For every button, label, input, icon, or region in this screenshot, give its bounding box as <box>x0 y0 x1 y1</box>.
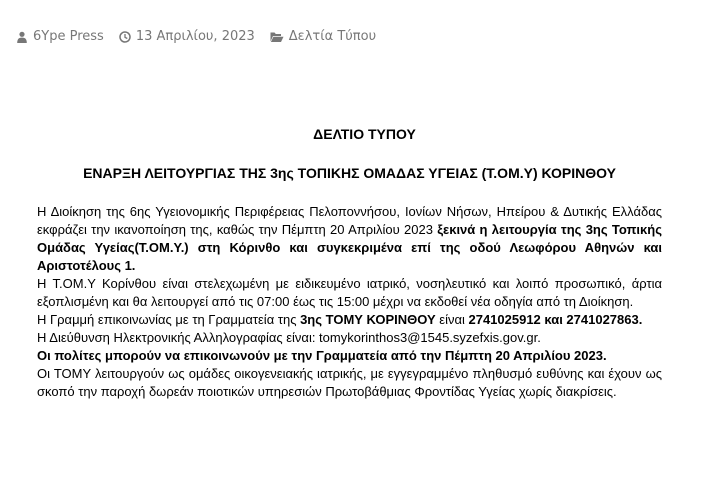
intro-text: Η Διοίκηση της 6ης Υγειονομικής Περιφέρειας Πελοποννήσου, Ιονίων Νήσων, Ηπείρου & Δυτικής Ελλάδας εκφράζει την ικανοποίηση της, καθώς την Πέμπτη 20 Απριλίου 2023 <box>37 204 662 237</box>
paragraph-intro <box>37 203 662 275</box>
paragraph-purpose: Οι ΤΟΜΥ λειτουργούν ως ομάδες οικογενειακής ιατρικής, με εγγεγραμμένο πληθυσμό ευθύνης και έχουν ως σκοπό την παροχή δωρεάν ποιοτικών υπηρεσιών Πρωτοβάθμιας Φροντίδας Υγείας χωρίς διακρίσεις. <box>37 366 662 399</box>
press-release-title: ΔΕΛΤΙΟ ΤΥΠΟΥ <box>313 126 416 142</box>
paragraph-email: Η Διεύθυνση Ηλεκτρονικής Αλληλογραφίας είναι: tomykorinthos3@1545.syzefxis.gov.gr. <box>37 330 541 345</box>
paragraph-phone <box>37 311 662 329</box>
contact-bold-text: Οι πολίτες μπορούν να επικοινωνούν με την Γραμματεία από την Πέμπτη 20 Απριλίου 2023. <box>37 348 607 363</box>
date-text: 13 Απριλίου, 2023 <box>135 29 255 44</box>
article-content <box>37 120 662 401</box>
phone-text: Η Γραμμή επικοινωνίας με τη Γραμματεία της <box>37 312 301 327</box>
meta-date <box>119 29 255 44</box>
phone-unit-name: 3ης ΤΟΜΥ ΚΟΡΙΝΘΟΥ <box>300 312 436 327</box>
category-link[interactable]: Δελτία Τύπου <box>288 29 377 44</box>
article-body <box>37 203 662 401</box>
paragraph-staff: Η Τ.ΟΜ.Υ Κορίνθου είναι στελεχωμένη με ειδικευμένο ιατρικό, νοσηλευτικό και λοιπό προσωπικό, άρτια εξοπλισμένη και θα λειτουργεί από τις 07:00 έως τις 15:00 μέχρι να εκδοθεί νέα οδηγία από τη Διοίκηση. <box>37 276 662 309</box>
meta-category[interactable] <box>270 29 376 44</box>
post-meta <box>16 29 391 44</box>
paragraph-contact <box>37 347 662 365</box>
folder-open-icon <box>270 31 284 43</box>
clock-icon <box>119 31 131 43</box>
press-release-subtitle: ΕΝΑΡΞΗ ΛΕΙΤΟΥΡΓΙΑΣ ΤΗΣ 3ης ΤΟΠΙΚΗΣ ΟΜΑΔΑΣ ΥΓΕΙΑΣ (Τ.ΟΜ.Υ) ΚΟΡΙΝΘΟΥ <box>83 165 616 181</box>
user-icon <box>16 31 28 43</box>
author-link[interactable]: 6Ype Press <box>33 29 104 44</box>
phone-numbers: 2741025912 και 2741027863. <box>468 312 643 327</box>
phone-connector: είναι <box>435 312 469 327</box>
meta-author[interactable] <box>16 29 104 44</box>
intro-bold-text: ξεκινά η λειτουργία της 3ης Τοπικής Ομάδας Υγείας(Τ.ΟΜ.Υ.) στη Κόρινθο και συγκεκριμένα επί της οδού Λεωφόρου Αθηνών και Αριστοτέλους 1. <box>37 222 662 273</box>
